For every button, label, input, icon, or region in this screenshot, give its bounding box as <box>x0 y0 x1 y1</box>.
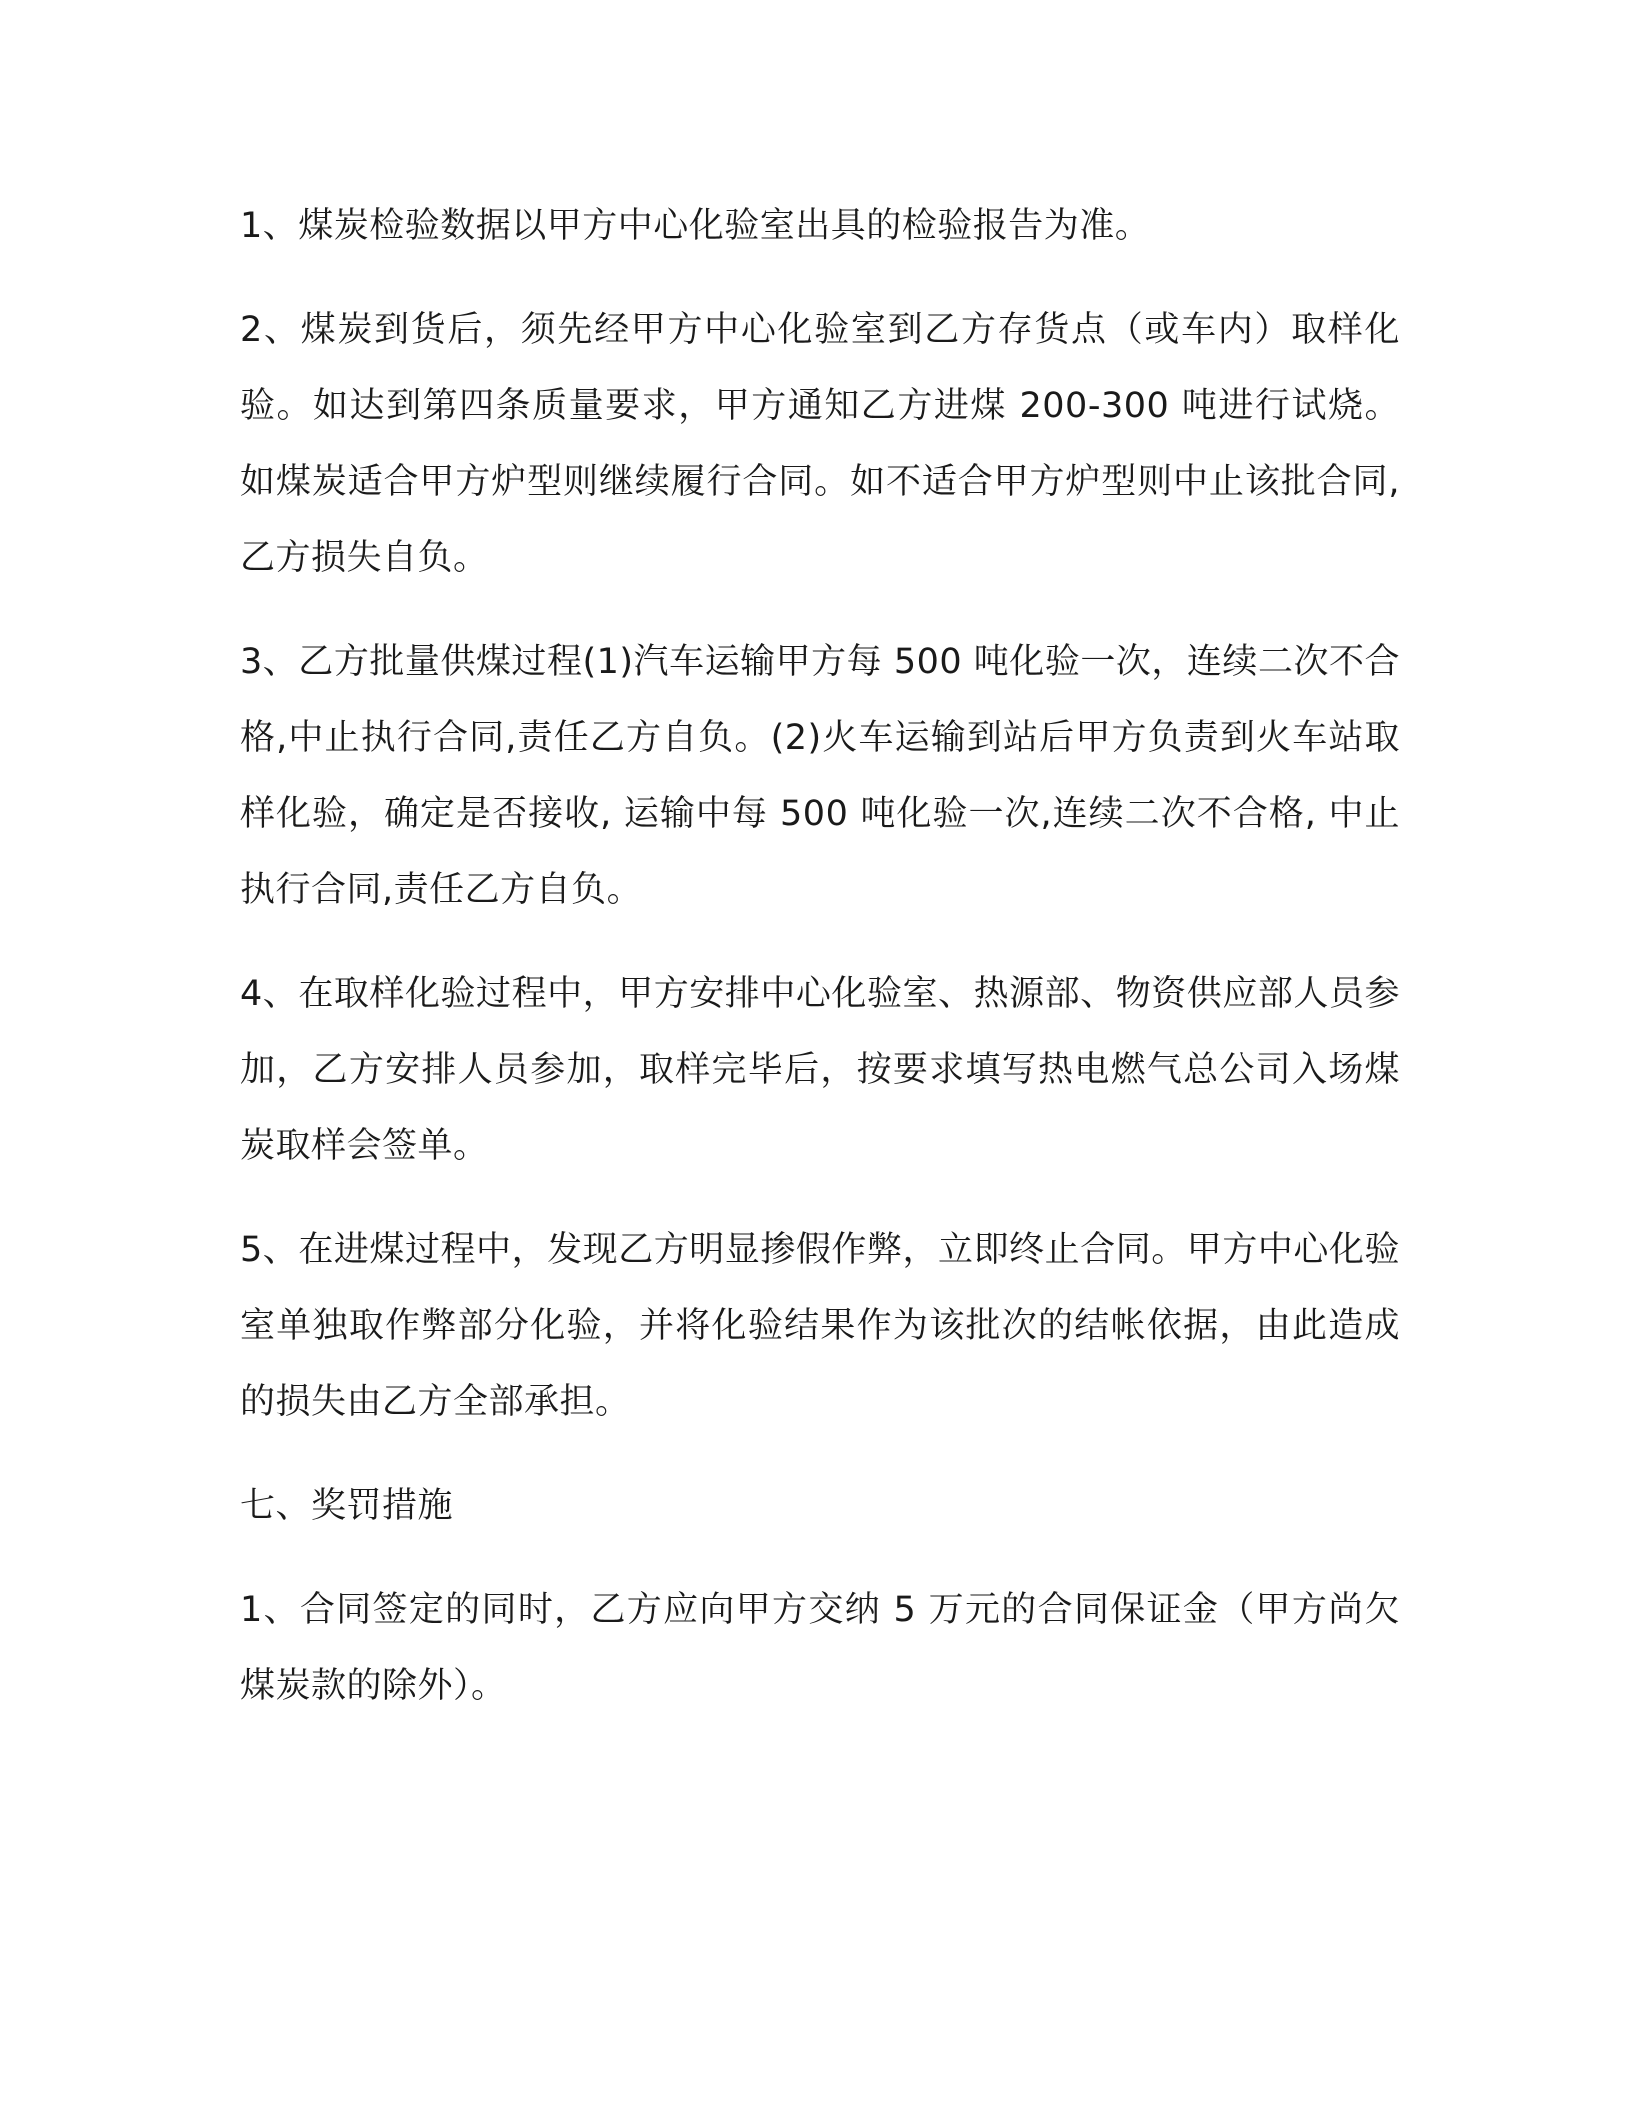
clause-1-inspection-basis: 1、煤炭检验数据以甲方中心化验室出具的检验报告为准。 <box>240 206 1151 246</box>
clause-4-sampling-participants: 4、在取样化验过程中，甲方安排中心化验室、热源部、物资供应部人员参加，乙方安排人员参加，取样完毕后，按要求填写热电燃气总公司入场煤炭取样会签单。 <box>240 974 1400 1166</box>
clause-3-batch-supply-testing: 3、乙方批量供煤过程(1)汽车运输甲方每 500 吨化验一次，连续二次不合格,中止执行合同,责任乙方自负。(2)火车运输到站后甲方负责到火车站取样化验，确定是否接收, 运输中每 500 吨化验一次,连续二次不合格, 中止执行合同,责任乙方自负。 <box>240 642 1400 910</box>
document-body <box>240 188 1400 1724</box>
clause-2-sampling-trial-burn: 2、煤炭到货后，须先经甲方中心化验室到乙方存货点（或车内）取样化验。如达到第四条质量要求，甲方通知乙方进煤 200-300 吨进行试烧。如煤炭适合甲方炉型则继续履行合同。如不适合甲方炉型则中止该批合同,乙方损失自负。 <box>240 310 1400 578</box>
clause-deposit: 1、合同签定的同时，乙方应向甲方交纳 5 万元的合同保证金（甲方尚欠煤炭款的除外）。 <box>240 1590 1400 1706</box>
clause-5-fraud-termination: 5、在进煤过程中，发现乙方明显掺假作弊，立即终止合同。甲方中心化验室单独取作弊部分化验，并将化验结果作为该批次的结帐依据，由此造成的损失由乙方全部承担。 <box>240 1230 1400 1422</box>
section-heading-rewards-penalties: 七、奖罚措施 <box>240 1486 454 1526</box>
